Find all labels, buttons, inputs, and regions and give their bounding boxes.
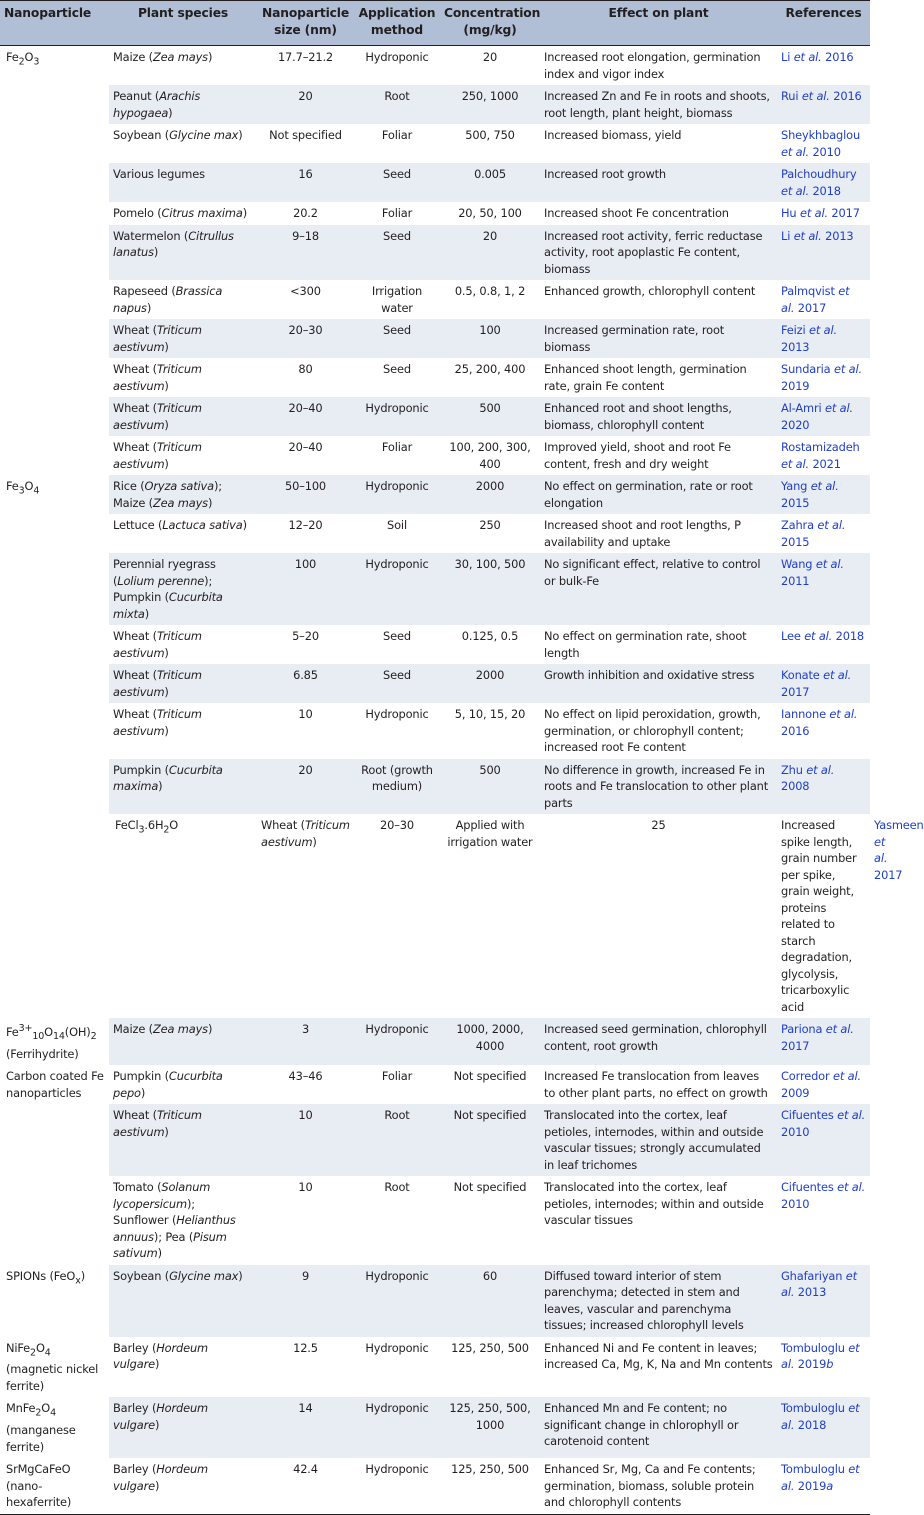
cell-effect: No effect on germination rate, shoot length bbox=[544, 629, 747, 660]
cell-application-method: Foliar bbox=[381, 206, 413, 220]
cell-size: 12–20 bbox=[288, 518, 323, 532]
table-row bbox=[0, 163, 870, 202]
cell-reference[interactable]: Tombuloglu et al. 2019b bbox=[781, 1340, 860, 1372]
cell-application-method: Seed bbox=[354, 225, 440, 281]
cell-concentration: 500, 750 bbox=[465, 128, 515, 142]
cell-application-method: Foliar bbox=[381, 440, 413, 454]
cell-reference[interactable]: Sundaria et al. 2019 bbox=[781, 362, 862, 393]
cell-effect: Increased root activity, ferric reductase activity, root apoplastic Fe content, biomass bbox=[540, 225, 777, 281]
table-row bbox=[0, 625, 870, 664]
cell-size: 6.85 bbox=[257, 664, 354, 703]
cell-reference[interactable]: Al-Amri et al. 2020 bbox=[777, 397, 870, 436]
cell-plant-species: Barley (Hordeum vulgare) bbox=[113, 1340, 208, 1372]
cell-application-method: Soil bbox=[387, 518, 407, 532]
cell-effect: Enhanced Mn and Fe content; no significant change in chlorophyll or carotenoid content bbox=[540, 1397, 777, 1458]
cell-plant-species: Pumpkin (Cucurbita pepo) bbox=[113, 1069, 223, 1100]
cell-application-method: Hydroponic bbox=[354, 1458, 440, 1514]
cell-application-method: Hydroponic bbox=[365, 50, 429, 64]
cell-concentration: 125, 250, 500, 1000 bbox=[440, 1397, 540, 1458]
cell-concentration: 20 bbox=[440, 225, 540, 281]
table-row bbox=[0, 514, 870, 553]
cell-concentration: 100, 200, 300, 400 bbox=[449, 440, 531, 471]
header-plant-species: Plant species bbox=[109, 1, 257, 46]
cell-plant-species: Pumpkin (Cucurbita maxima) bbox=[109, 759, 257, 815]
cell-plant-species: Rice (Oryza sativa); Maize (Zea mays) bbox=[109, 475, 257, 514]
cell-effect: Diffused toward interior of stem parenchyma; detected in stem and leaves, vascular and parenchyma tissues; increased chlorophyll levels bbox=[540, 1265, 777, 1337]
cell-size: 42.4 bbox=[257, 1458, 354, 1514]
cell-plant-species: Maize (Zea mays) bbox=[113, 50, 213, 64]
table-row bbox=[0, 280, 870, 319]
cell-concentration: 1000, 2000, 4000 bbox=[440, 1018, 540, 1065]
cell-size: 17.7–21.2 bbox=[277, 50, 334, 64]
cell-size: 20 bbox=[257, 85, 354, 124]
table-row bbox=[0, 1065, 870, 1104]
cell-reference[interactable]: Yang et al. 2015 bbox=[777, 475, 870, 514]
cell-reference[interactable]: Tombuloglu et al. 2018 bbox=[777, 1397, 870, 1458]
header-application-method: Application method bbox=[354, 1, 440, 46]
cell-effect: Enhanced shoot length, germination rate, grain Fe content bbox=[544, 362, 747, 393]
cell-concentration: 250, 1000 bbox=[440, 85, 540, 124]
cell-size: 20–30 bbox=[380, 818, 414, 832]
cell-size: 14 bbox=[257, 1397, 354, 1458]
cell-plant-species: Various legumes bbox=[109, 163, 257, 202]
table-row bbox=[0, 1265, 870, 1337]
cell-plant-species: Peanut (Arachis hypogaea) bbox=[109, 85, 257, 124]
table-row bbox=[0, 475, 870, 514]
table-row bbox=[0, 124, 870, 163]
table-row bbox=[0, 759, 870, 815]
cell-plant-species: Barley (Hordeum vulgare) bbox=[109, 1458, 257, 1514]
cell-concentration: 250 bbox=[479, 518, 501, 532]
cell-effect: Increased spike length, grain number per spike, grain weight, proteins related to starch degradation, glycolysis, tricarboxylic acid bbox=[781, 818, 857, 1014]
cell-size: 3 bbox=[257, 1018, 354, 1065]
table-row bbox=[0, 703, 870, 759]
cell-reference[interactable]: Feizi et al. 2013 bbox=[777, 319, 870, 358]
cell-plant-species: Wheat (Triticum aestivum) bbox=[109, 1104, 257, 1176]
cell-size: 43–46 bbox=[288, 1069, 323, 1084]
table-row bbox=[0, 358, 870, 397]
cell-effect: Enhanced Sr, Mg, Ca and Fe contents; germination, biomass, soluble protein and chlorophyll contents bbox=[540, 1458, 777, 1514]
cell-reference[interactable]: Tombuloglu et al. 2019a bbox=[777, 1458, 870, 1514]
header-size: Nanoparticle size (nm) bbox=[257, 1, 354, 46]
cell-concentration: 25 bbox=[651, 818, 666, 832]
cell-reference[interactable]: Corredor et al. 2009 bbox=[781, 1069, 861, 1100]
cell-plant-species: Tomato (Solanum lycopersicum); Sunflower (Helianthus annuus); Pea (Pisum sativum) bbox=[113, 1180, 236, 1261]
cell-reference[interactable]: Zhu et al. 2008 bbox=[777, 759, 870, 815]
table-row bbox=[0, 225, 870, 281]
cell-nanoparticle: $FeCl_3.6H_2O$ bbox=[109, 814, 257, 1018]
cell-nanoparticle: $Fe^{3+}_{10}O_{14}(OH)_2$ (Ferrihydrite) bbox=[0, 1018, 109, 1065]
cell-reference[interactable]: Li et al. 2013 bbox=[777, 225, 870, 281]
cell-reference[interactable]: Sheykhbaglou et al. 2010 bbox=[781, 128, 861, 159]
cell-reference[interactable]: Palmqvist et al. 2017 bbox=[781, 284, 850, 315]
cell-concentration: Not specified bbox=[453, 1180, 527, 1195]
cell-effect: Translocated into the cortex, leaf petioles, internodes, within and outside vascular tissues; strongly accumulated in leaf trichomes bbox=[540, 1104, 777, 1176]
cell-effect: Enhanced Ni and Fe content in leaves; increased Ca, Mg, K, Na and Mn contents bbox=[544, 1340, 773, 1372]
cell-size: 10 bbox=[257, 1104, 354, 1176]
cell-reference[interactable]: Ghafariyan et al. 2013 bbox=[777, 1265, 870, 1337]
header-concentration: Concentration (mg/kg) bbox=[440, 1, 540, 46]
cell-effect: Increased Zn and Fe in roots and shoots, root length, plant height, biomass bbox=[540, 85, 777, 124]
cell-size: 80 bbox=[298, 362, 313, 376]
cell-application-method: Seed bbox=[354, 319, 440, 358]
cell-concentration: 100 bbox=[440, 319, 540, 358]
cell-plant-species: Barley (Hordeum vulgare) bbox=[109, 1397, 257, 1458]
cell-application-method: Hydroponic bbox=[354, 1265, 440, 1337]
cell-effect: Translocated into the cortex, leaf petioles, internodes; within and outside vascular tissues bbox=[544, 1180, 764, 1228]
cell-concentration: 0.005 bbox=[440, 163, 540, 202]
cell-size: 12.5 bbox=[293, 1340, 318, 1355]
cell-size: 9 bbox=[257, 1265, 354, 1337]
cell-effect: Increased biomass, yield bbox=[544, 128, 682, 142]
cell-plant-species: Lettuce (Lactuca sativa) bbox=[113, 518, 247, 532]
cell-reference[interactable]: Konate et al. 2017 bbox=[777, 664, 870, 703]
cell-plant-species: Wheat (Triticum aestivum) bbox=[109, 664, 257, 703]
cell-concentration: 500 bbox=[440, 759, 540, 815]
cell-effect: Enhanced root and shoot lengths, biomass, chlorophyll content bbox=[540, 397, 777, 436]
header-effect: Effect on plant bbox=[540, 1, 777, 46]
cell-plant-species: Wheat (Triticum aestivum) bbox=[113, 440, 202, 471]
cell-effect: Improved yield, shoot and root Fe content, fresh and dry weight bbox=[544, 440, 731, 471]
cell-application-method: Hydroponic bbox=[354, 1397, 440, 1458]
table-row: $FeCl_3.6H_2O$ Wheat (Triticum aestivum) 20–30 Applied with irrigation water 25 Increased spike length, grain number per spike, grain weight, proteins related to starch degradation, glycolysis, tricarboxylic acid Yasmeen et al. 2017 bbox=[0, 814, 870, 1018]
cell-application-method: Seed bbox=[354, 664, 440, 703]
cell-application-method: Seed bbox=[354, 163, 440, 202]
cell-plant-species: Rapeseed (Brassica napus) bbox=[113, 284, 223, 315]
cell-reference[interactable]: Hu et al. 2017 bbox=[781, 206, 860, 220]
cell-effect: Increased shoot and root lengths, P availability and uptake bbox=[544, 518, 741, 549]
cell-size: 50–100 bbox=[257, 475, 354, 514]
cell-reference[interactable]: Lee et al. 2018 bbox=[781, 629, 865, 643]
table-header bbox=[0, 1, 870, 46]
cell-nanoparticle: Carbon coated Fe nanoparticles bbox=[0, 1065, 109, 1265]
cell-concentration: 20 bbox=[482, 50, 498, 64]
cell-size: 20–40 bbox=[288, 440, 323, 454]
cell-nanoparticle: $NiFe_2O_4$ (magnetic nickel ferrite) bbox=[0, 1337, 109, 1398]
cell-plant-species: Soybean (Glycine max) bbox=[113, 128, 243, 142]
cell-concentration: 0.5, 0.8, 1, 2 bbox=[454, 284, 526, 298]
cell-concentration: 125, 250, 500 bbox=[451, 1340, 529, 1355]
cell-size: 20–30 bbox=[257, 319, 354, 358]
table-row bbox=[0, 46, 870, 86]
cell-application-method: Hydroponic bbox=[354, 1018, 440, 1065]
cell-application-method: Seed bbox=[383, 362, 411, 376]
cell-concentration: 125, 250, 500 bbox=[440, 1458, 540, 1514]
table-row bbox=[0, 553, 870, 625]
cell-effect: Increased root growth bbox=[540, 163, 777, 202]
cell-size: 10 bbox=[298, 1180, 313, 1195]
cell-concentration: 30, 100, 500 bbox=[440, 553, 540, 625]
cell-application-method: Foliar bbox=[381, 128, 413, 142]
cell-application-method: Applied with irrigation water bbox=[447, 818, 533, 849]
cell-effect: No difference in growth, increased Fe in roots and Fe translocation to other plant parts bbox=[540, 759, 777, 815]
cell-reference[interactable]: Cifuentes et al. 2010 bbox=[781, 1180, 866, 1211]
cell-reference[interactable]: Rui et al. 2016 bbox=[777, 85, 870, 124]
cell-application-method: Hydroponic bbox=[365, 707, 429, 721]
cell-reference[interactable]: Wang et al. 2011 bbox=[777, 553, 870, 625]
cell-plant-species: Soybean (Glycine max) bbox=[109, 1265, 257, 1337]
cell-concentration: 20, 50, 100 bbox=[458, 206, 522, 220]
table-row bbox=[0, 319, 870, 358]
table-row bbox=[0, 1337, 870, 1398]
table-body bbox=[0, 46, 924, 1515]
header-references: References bbox=[777, 1, 870, 46]
cell-application-method: Seed bbox=[383, 629, 411, 643]
cell-concentration: 0.125, 0.5 bbox=[461, 629, 519, 643]
cell-size: 20 bbox=[257, 759, 354, 815]
cell-effect: Growth inhibition and oxidative stress bbox=[540, 664, 777, 703]
cell-concentration: 500 bbox=[440, 397, 540, 436]
cell-effect: Enhanced growth, chlorophyll content bbox=[544, 284, 756, 298]
table-row bbox=[0, 1458, 870, 1514]
cell-concentration: 25, 200, 400 bbox=[454, 362, 526, 376]
table-row bbox=[0, 1176, 870, 1265]
cell-plant-species: Wheat (Triticum aestivum) bbox=[113, 629, 202, 660]
cell-effect: No effect on germination, rate or root elongation bbox=[540, 475, 777, 514]
table-row bbox=[0, 397, 870, 436]
cell-reference[interactable]: Cifuentes et al. 2010 bbox=[777, 1104, 870, 1176]
cell-size: 16 bbox=[257, 163, 354, 202]
header-nanoparticle: Nanoparticle bbox=[0, 1, 109, 46]
cell-concentration: 2000 bbox=[440, 664, 540, 703]
cell-plant-species: Maize (Zea mays) bbox=[109, 1018, 257, 1065]
cell-size: 5–20 bbox=[292, 629, 319, 643]
cell-size: 20–40 bbox=[257, 397, 354, 436]
cell-application-method: Root bbox=[354, 85, 440, 124]
cell-application-method: Foliar bbox=[381, 1069, 413, 1084]
cell-effect: No significant effect, relative to control or bulk-Fe bbox=[540, 553, 777, 625]
cell-application-method: Hydroponic bbox=[354, 553, 440, 625]
cell-effect: Increased seed germination, chlorophyll content, root growth bbox=[540, 1018, 777, 1065]
cell-effect: Increased root elongation, germination index and vigor index bbox=[544, 50, 761, 81]
cell-application-method: Irrigation water bbox=[371, 284, 423, 315]
cell-nanoparticle: SPIONs (FeO$_x$) bbox=[0, 1265, 109, 1337]
cell-application-method: Hydroponic bbox=[354, 397, 440, 436]
cell-effect: No effect on lipid peroxidation, growth, germination, or chlorophyll content; increased root Fe content bbox=[544, 707, 761, 754]
table-row bbox=[0, 1018, 870, 1065]
cell-size: 100 bbox=[257, 553, 354, 625]
cell-plant-species: Wheat (Triticum aestivum) bbox=[109, 397, 257, 436]
cell-effect: Increased shoot Fe concentration bbox=[544, 206, 729, 220]
cell-plant-species: Wheat (Triticum aestivum) bbox=[109, 319, 257, 358]
cell-size: 20.2 bbox=[293, 206, 318, 220]
cell-size: 10 bbox=[298, 707, 313, 721]
cell-reference[interactable]: Zahra et al. 2015 bbox=[781, 518, 846, 549]
cell-reference[interactable]: Rostamizadeh et al. 2021 bbox=[781, 440, 860, 471]
cell-nanoparticle: $MnFe_2O_4$ (manganese ferrite) bbox=[0, 1397, 109, 1458]
cell-size: <300 bbox=[290, 284, 321, 298]
cell-concentration: Not specified bbox=[440, 1104, 540, 1176]
table-row bbox=[0, 1104, 870, 1176]
cell-plant-species: Watermelon (Citrullus lanatus) bbox=[109, 225, 257, 281]
table-row bbox=[0, 664, 870, 703]
cell-reference[interactable]: Palchoudhury et al. 2018 bbox=[777, 163, 870, 202]
cell-concentration: 5, 10, 15, 20 bbox=[454, 707, 526, 721]
cell-reference[interactable]: Pariona et al. 2017 bbox=[777, 1018, 870, 1065]
cell-plant-species: Wheat (Triticum aestivum) bbox=[261, 818, 350, 849]
cell-application-method: Root (growth medium) bbox=[354, 759, 440, 815]
cell-concentration: Not specified bbox=[453, 1069, 527, 1084]
table-row bbox=[0, 202, 870, 225]
cell-reference[interactable]: Li et al. 2016 bbox=[781, 50, 854, 64]
cell-concentration: 60 bbox=[440, 1265, 540, 1337]
cell-application-method: Root bbox=[384, 1180, 410, 1195]
cell-concentration: 2000 bbox=[440, 475, 540, 514]
cell-effect: Increased germination rate, root biomass bbox=[540, 319, 777, 358]
cell-reference[interactable]: Iannone et al. 2016 bbox=[781, 707, 858, 738]
cell-application-method: Root bbox=[354, 1104, 440, 1176]
cell-plant-species: Perennial ryegrass (Lolium perenne); Pumpkin (Cucurbita mixta) bbox=[109, 553, 257, 625]
cell-plant-species: Wheat (Triticum aestivum) bbox=[113, 362, 202, 393]
cell-plant-species: Wheat (Triticum aestivum) bbox=[113, 707, 202, 738]
table-row bbox=[0, 436, 870, 475]
cell-size: Not specified bbox=[269, 128, 342, 142]
table-row bbox=[0, 85, 870, 124]
cell-nanoparticle: $Fe_2O_3$ bbox=[0, 46, 109, 476]
cell-application-method: Hydroponic bbox=[365, 1340, 429, 1355]
cell-size: 9–18 bbox=[257, 225, 354, 281]
cell-effect: Increased Fe translocation from leaves to other plant parts, no effect on growth bbox=[544, 1069, 768, 1100]
cell-nanoparticle: $Fe_3O_4$ bbox=[0, 475, 109, 1018]
table-row bbox=[0, 1397, 870, 1458]
cell-plant-species: Pomelo (Citrus maxima) bbox=[113, 206, 247, 220]
cell-nanoparticle: SrMgCaFeO (nano-hexaferrite) bbox=[0, 1458, 109, 1514]
cell-application-method: Hydroponic bbox=[354, 475, 440, 514]
